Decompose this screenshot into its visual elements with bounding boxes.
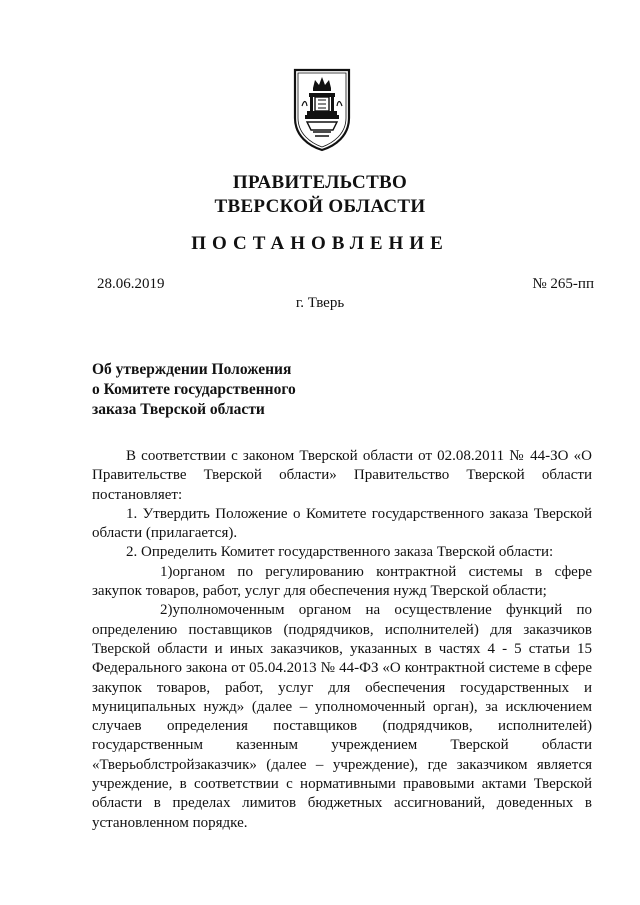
subitem-number: 2) — [160, 602, 173, 619]
document-body — [92, 447, 592, 833]
body-paragraph-item-1: 1. Утвердить Положение о Комитете государственного заказа Тверской области (прилагается). — [92, 505, 592, 542]
document-date: 28.06.2019 — [97, 276, 165, 292]
title-line: о Комитете государственного — [92, 381, 296, 398]
document-title — [92, 360, 296, 420]
subitem-text: уполномоченным органом на осуществление функций по определению поставщиков (подрядчиков, исполнителей) для заказчиков Тверской области и иных заказчиков, указанных в частях 4 - 5 статьи 15 Федерального закона от 05.04.2013 № 44-ФЗ «О контрактной системе в сфере закупок товаров, работ, услуг для обеспечения государственных и муниципальных нужд» (далее – уполномоченный орган), за исключением случаев определения поставщиков (подрядчиков, исполнителей) государственным казенным учреждением Тверской области «Тверьоблстройзаказчик» (далее – учреждение), где заказчиком является учреждение, в соответствии с нормативными правовыми актами Тверской области в пределах лимитов бюджетных ассигнований, доведенных в установленном порядке. — [92, 602, 592, 831]
body-paragraph-subitem-1 — [92, 563, 592, 602]
title-line: заказа Тверской области — [92, 401, 265, 418]
organization-name-line1: ПРАВИТЕЛЬСТВО — [232, 172, 408, 193]
body-paragraph-subitem-2 — [92, 601, 592, 833]
document-type-heading: ПОСТАНОВЛЕНИЕ — [191, 233, 449, 254]
document-number: № 265-пп — [532, 276, 594, 292]
title-line: Об утверждении Положения — [92, 361, 292, 378]
coat-of-arms-emblem — [291, 66, 353, 152]
body-paragraph-item-2: 2. Определить Комитет государственного заказа Тверской области: — [126, 544, 554, 561]
body-paragraph-preamble: В соответствии с законом Тверской области от 02.08.2011 № 44-ЗО «О Правительстве Тверской области» Правительство Тверской области постановляет: — [92, 448, 592, 503]
subitem-text: органом по регулированию контрактной системы в сфере закупок товаров, работ, услуг для обеспечения нужд Тверской области; — [92, 563, 592, 600]
document-city: г. Тверь — [295, 295, 345, 311]
subitem-number: 1) — [160, 563, 173, 580]
organization-name-line2: ТВЕРСКОЙ ОБЛАСТИ — [214, 196, 426, 217]
